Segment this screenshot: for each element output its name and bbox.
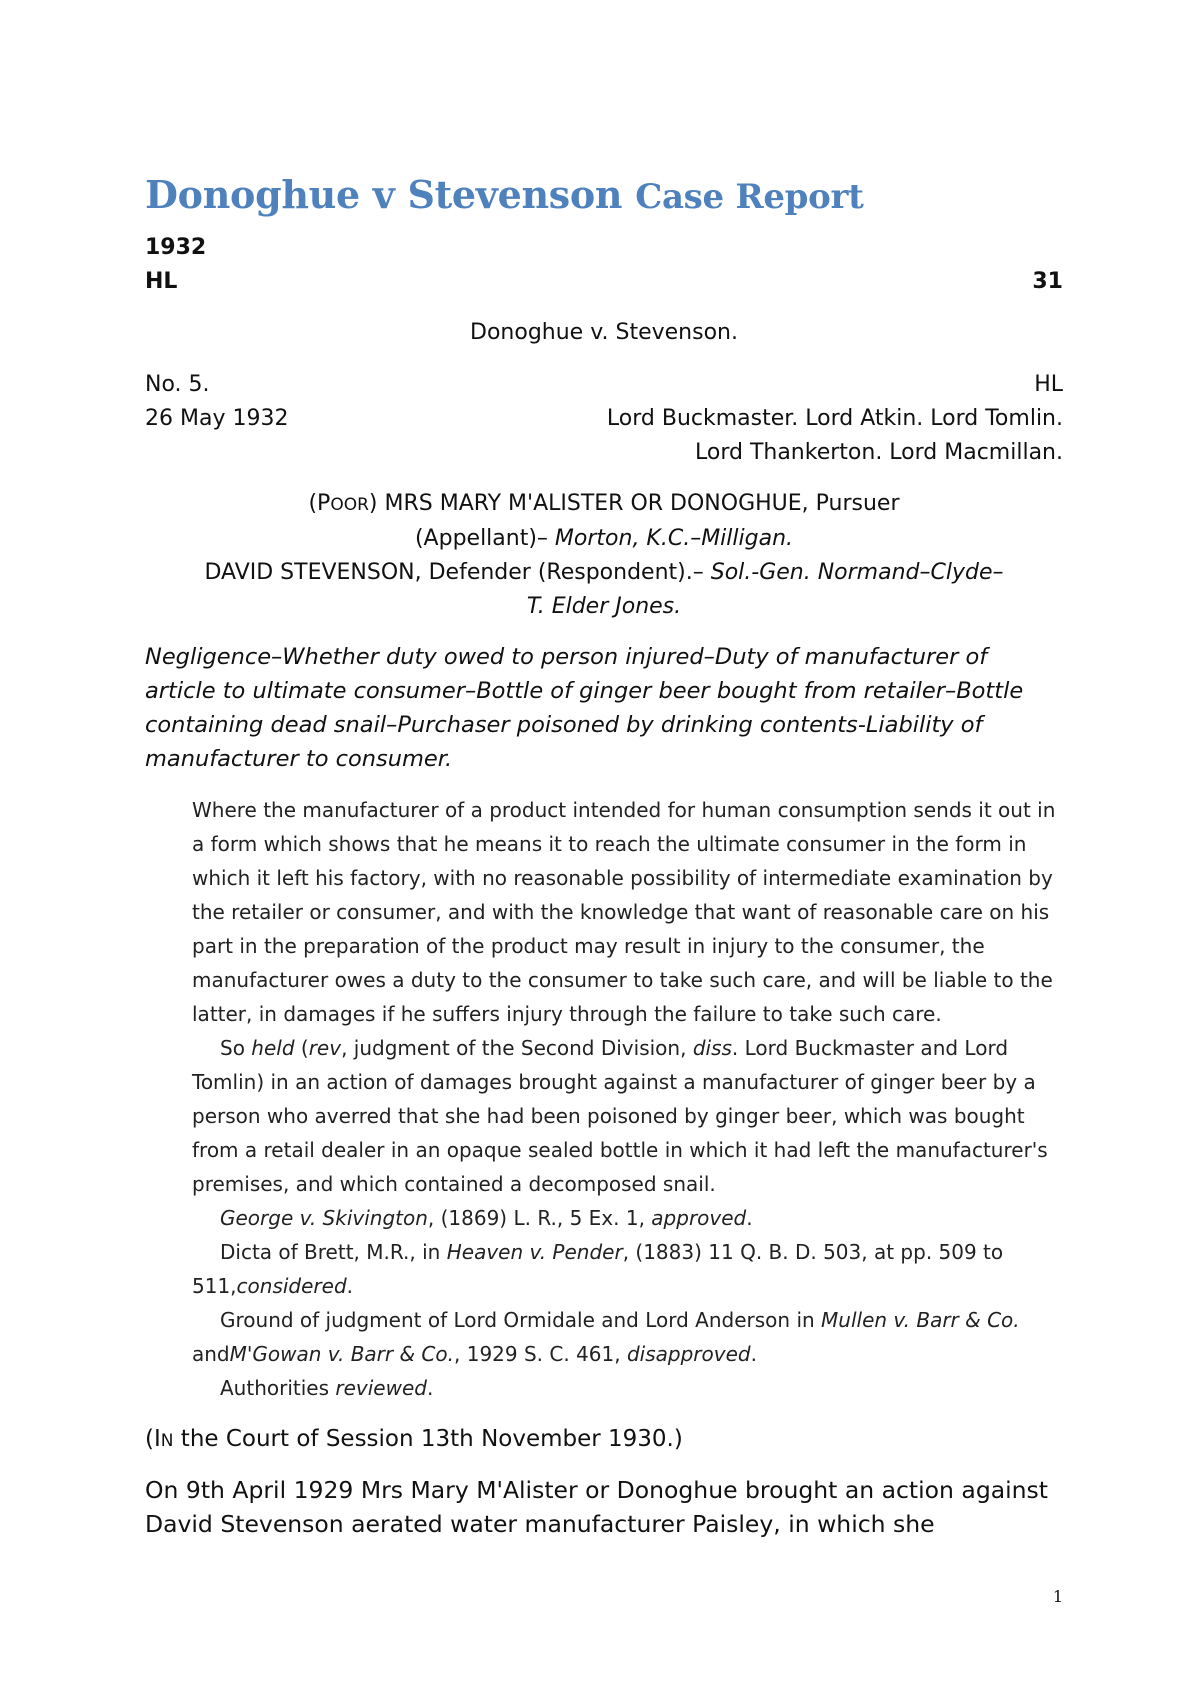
parties-block [145,487,1063,624]
body-paragraph: On 9th April 1929 Mrs Mary M'Alister or Donoghue brought an action against David Stevenson aerated water manufacturer Paisley, in which she [145,1476,1049,1538]
judges-line-2: Lord Thankerton. Lord Macmillan. [695,440,1063,465]
party-pursuer: (POOR) MRS MARY M'ALISTER OR DONOGHUE, Pursuer [308,491,900,516]
judges-line-1: Lord Buckmaster. Lord Atkin. Lord Tomlin. [606,406,1063,431]
title-sub: Case Report [635,177,864,217]
party-defender-counsel: T. Elder Jones. [526,594,682,619]
holding-para-5: Ground of judgment of Lord Ormidale and Lord Anderson in Mullen v. Barr & Co. andM'Gowan v. Barr & Co., 1929 S. C. 461, disapproved. [192,1308,1020,1366]
case-number: No. 5. [145,372,210,397]
holding-para-4: Dicta of Brett, M.R., in Heaven v. Pender, (1883) 11 Q. B. D. 503, at pp. 509 to 511,considered. [192,1240,1004,1298]
holding-block [192,793,1072,1405]
citation-line [145,265,1063,299]
citation-series: HL [145,269,178,294]
party-pursuer-counsel: (Appellant)– Morton, K.C.–Milligan. [414,526,794,551]
holding-para-2: So held (rev, judgment of the Second Division, diss. Lord Buckmaster and Lord Tomlin) in an action of damages brought against a manufacturer of ginger beer by a person who averred that she had been poisoned by ginger beer, which was bought from a retail dealer in an opaque sealed bottle in which it had left the manufacturer's premises, and which contained a decomposed snail. [192,1036,1048,1196]
document-title [145,172,864,217]
court-session-line: (IN the Court of Session 13th November 1930.) [145,1426,683,1452]
citation-page: 31 [1032,269,1063,294]
headnote: Negligence–Whether duty owed to person injured–Duty of manufacturer of article to ultimate consumer–Bottle of ginger beer bought from retailer–Bottle containing dead snail–Purchaser poisoned by drinking contents-Liability of manufacturer to consumer. [145,644,1024,772]
holding-para-6: Authorities reviewed. [220,1376,434,1400]
holding-para-1: Where the manufacturer of a product intended for human consumption sends it out in a form which shows that he means it to reach the ultimate consumer in the form in which it left his factory, with no reasonable possibility of intermediate examination by the retailer or consumer, and with the knowledge that want of reasonable care on his part in the preparation of the product may result in injury to the consumer, the manufacturer owes a duty to the consumer to take such care, and will be liable to the latter, in damages if he suffers injury through the failure to take such care. [192,798,1056,1026]
court-label: HL [1034,372,1063,397]
decision-date: 26 May 1932 [145,406,289,431]
party-defender: DAVID STEVENSON, Defender (Respondent).– Sol.-Gen. Normand–Clyde– [204,560,1004,585]
case-name: Donoghue v. Stevenson. [470,320,738,345]
page-number: 1 [1052,1587,1063,1606]
title-main: Donoghue v Stevenson [145,172,623,217]
date-line [145,402,1063,436]
number-line [145,368,1063,402]
holding-para-3: George v. Skivington, (1869) L. R., 5 Ex. 1, approved. [220,1206,753,1230]
citation-year: 1932 [145,235,207,260]
